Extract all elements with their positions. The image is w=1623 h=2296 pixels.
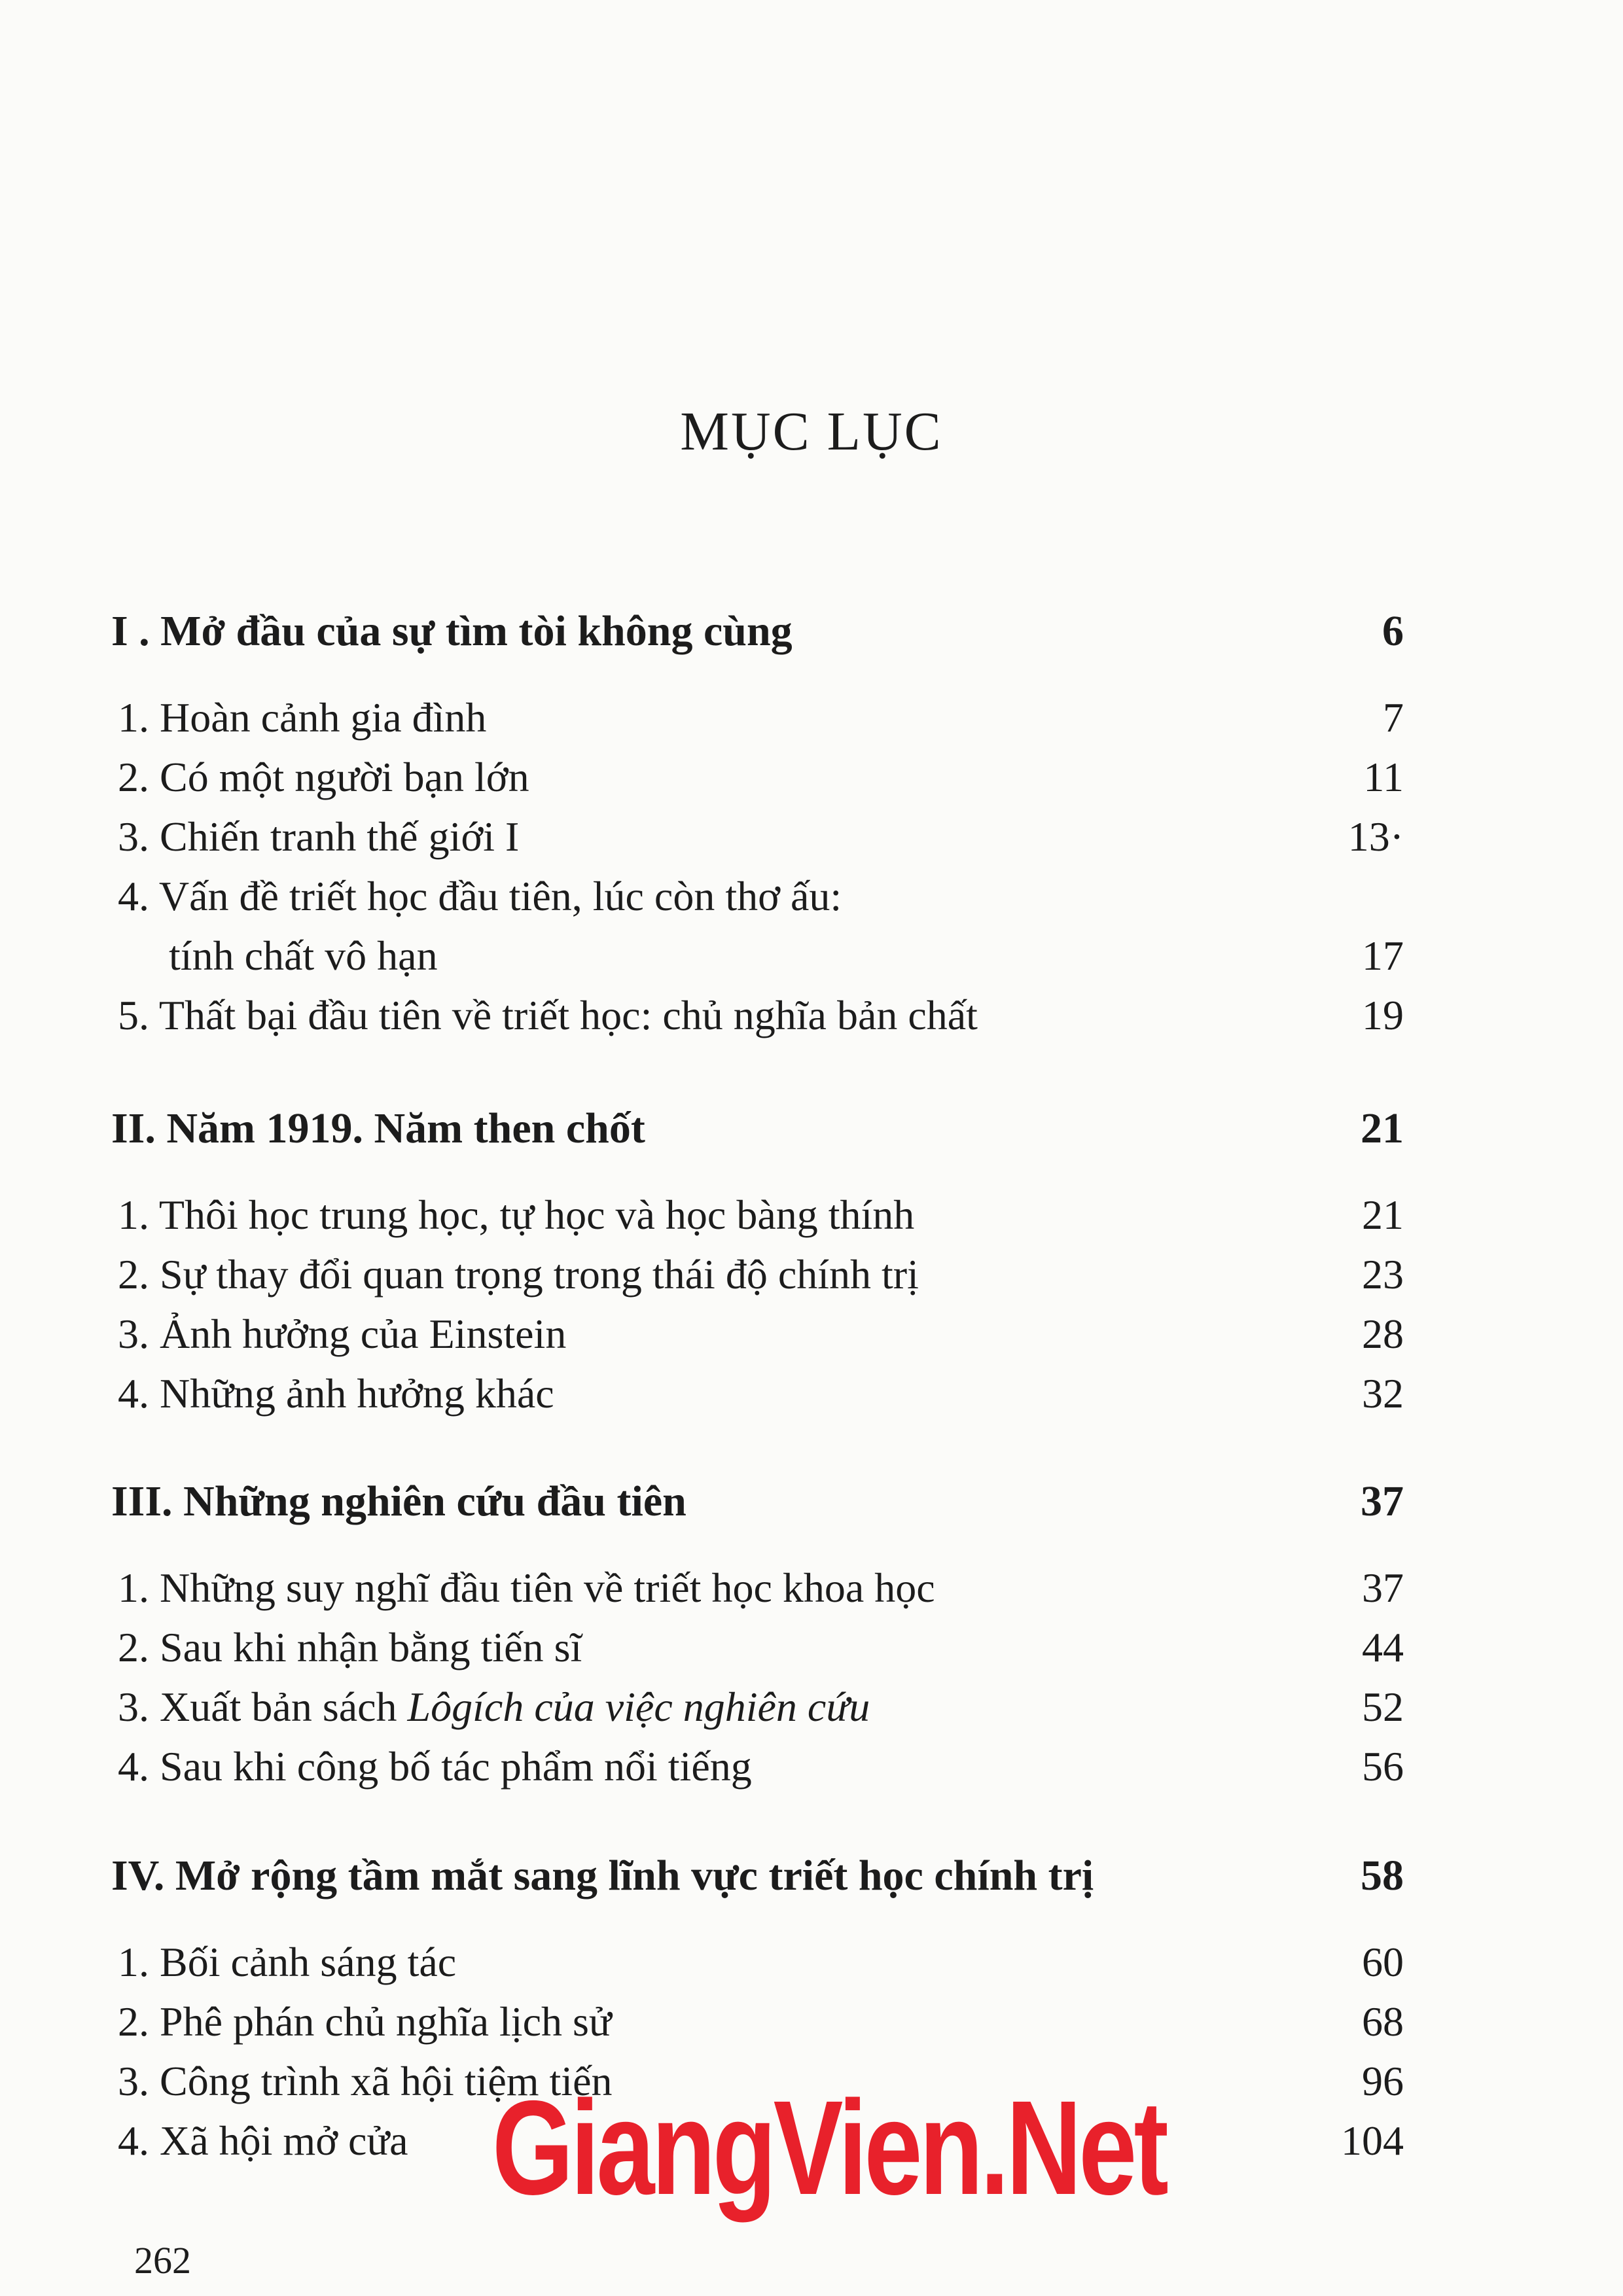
- toc-chapter-3: [111, 1472, 1404, 1531]
- watermark-logo: GiangVien.Net: [492, 2073, 1166, 2223]
- entry-label-continuation: tính chất vô hạn: [169, 932, 438, 979]
- chapter-title: III. Những nghiên cứu đầu tiên: [111, 1477, 687, 1525]
- entry-label: 3. Công trình xã hội tiệm tiến: [118, 2058, 613, 2104]
- entry-label: 1. Hoàn cảnh gia đình: [118, 694, 487, 741]
- toc-entry: [111, 1186, 1404, 1245]
- page-ref: 56: [1362, 1743, 1404, 1790]
- entry-label: 4. Xã hội mở cửa: [118, 2117, 408, 2164]
- toc-entry-continuation: [111, 927, 1404, 985]
- page-ref: 60: [1362, 1939, 1404, 1985]
- entry-label: 4. Vấn đề triết học đầu tiên, lúc còn thơ ấu:: [118, 873, 842, 919]
- page-ref: 37: [1362, 1564, 1404, 1611]
- chapter-title: IV. Mở rộng tầm mắt sang lĩnh vực triết học chính trị: [111, 1852, 1094, 1899]
- toc-entry: [111, 867, 1404, 926]
- entry-label: 2. Có một người bạn lớn: [118, 754, 529, 800]
- page-ref: 58: [1361, 1852, 1404, 1899]
- book-title-italic: Lôgích của việc nghiên cứu: [407, 1684, 870, 1730]
- toc-entry: [111, 688, 1404, 747]
- entry-label: 2. Sự thay đổi quan trọng trong thái độ chính trị: [118, 1251, 919, 1298]
- toc-entry: [111, 1245, 1404, 1304]
- toc-chapter-1: [111, 602, 1404, 661]
- toc-entry: [111, 1364, 1404, 1423]
- page-ref: 19: [1362, 992, 1404, 1038]
- toc-chapter-4: [111, 1846, 1404, 1905]
- page-ref: 96: [1362, 2058, 1404, 2104]
- page-ref: 104: [1341, 2117, 1404, 2164]
- page-ref: 7: [1383, 694, 1404, 741]
- entry-label-prefix: 3. Xuất bản sách: [118, 1684, 408, 1730]
- page-ref: 37: [1361, 1477, 1404, 1525]
- toc-entry: [111, 986, 1404, 1045]
- page-title: MỤC LỤC: [680, 401, 943, 462]
- chapter-title: I . Mở đầu của sự tìm tòi không cùng: [111, 607, 793, 655]
- toc-chapter-2: [111, 1099, 1404, 1158]
- page-ref: 21: [1362, 1192, 1404, 1238]
- entry-label: 3. Chiến tranh thế giới I: [118, 813, 520, 860]
- toc-entry: [111, 1559, 1404, 1617]
- entry-label: [118, 1678, 870, 1737]
- page-ref: 28: [1362, 1311, 1404, 1357]
- page-ref: 17: [1362, 932, 1404, 979]
- page-ref: 6: [1382, 607, 1404, 655]
- page-ref: 11: [1363, 754, 1404, 800]
- toc-entry: [111, 1305, 1404, 1364]
- page-ref: 21: [1361, 1104, 1404, 1152]
- page-ref: 13·: [1347, 813, 1404, 860]
- page-ref: 68: [1362, 1998, 1404, 2045]
- toc-entry: [111, 1678, 1404, 1737]
- toc-entry: [111, 1737, 1404, 1796]
- toc-entry: [111, 1933, 1404, 1992]
- entry-label: 1. Những suy nghĩ đầu tiên về triết học khoa học: [118, 1564, 935, 1611]
- entry-label: 1. Thôi học trung học, tự học và học bàng thính: [118, 1192, 915, 1238]
- page-ref: 44: [1362, 1624, 1404, 1670]
- toc-entry: [111, 1618, 1404, 1677]
- toc-entry: [111, 748, 1404, 807]
- entry-label: 4. Sau khi công bố tác phẩm nổi tiếng: [118, 1743, 752, 1790]
- entry-label: 2. Sau khi nhận bằng tiến sĩ: [118, 1624, 582, 1670]
- entry-label: 3. Ảnh hưởng của Einstein: [118, 1311, 567, 1357]
- chapter-title: II. Năm 1919. Năm then chốt: [111, 1104, 645, 1152]
- entry-label: 4. Những ảnh hưởng khác: [118, 1370, 554, 1417]
- entry-label: 5. Thất bại đầu tiên về triết học: chủ nghĩa bản chất: [118, 992, 978, 1038]
- entry-label: 1. Bối cảnh sáng tác: [118, 1939, 457, 1985]
- page-ref: 52: [1362, 1684, 1404, 1730]
- page-number: 262: [134, 2239, 191, 2282]
- toc-entry: [111, 807, 1404, 866]
- entry-label: 2. Phê phán chủ nghĩa lịch sử: [118, 1998, 612, 2045]
- toc-entry: [111, 1992, 1404, 2051]
- page-ref: 32: [1362, 1370, 1404, 1417]
- page-ref: 23: [1362, 1251, 1404, 1298]
